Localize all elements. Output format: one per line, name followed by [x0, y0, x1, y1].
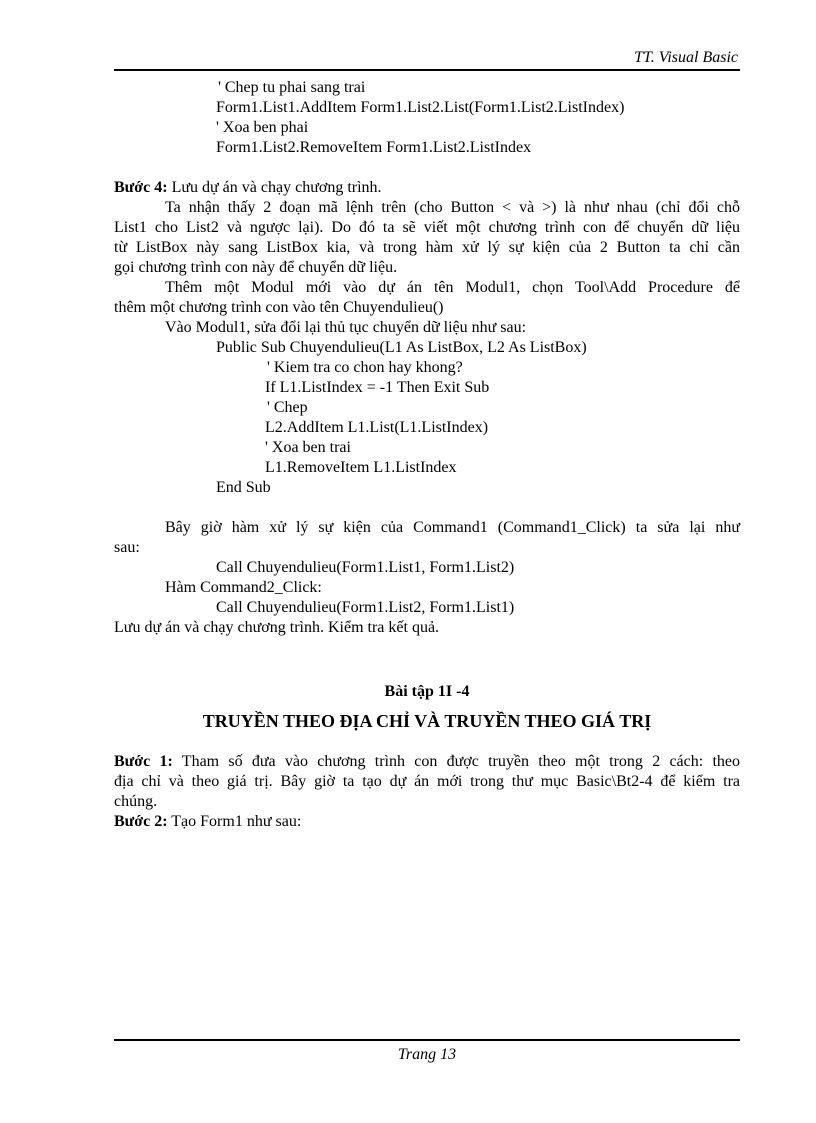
code-line: Call Chuyendulieu(Form1.List2, Form1.List1) — [216, 599, 515, 616]
code-line: ' Chep tu phai sang trai — [218, 79, 366, 96]
paragraph-line: Lưu dự án và chạy chương trình. Kiểm tra kết quả. — [114, 619, 440, 636]
paragraph-line: Ta nhận thấy 2 đoạn mã lệnh trên (cho Button < và >) là như nhau (chỉ đổi chỗ — [165, 199, 740, 216]
page-number: Trang 13 — [397, 1046, 457, 1063]
paragraph-line: List1 cho List2 và ngược lại). Do đó ta sẽ viết một chương trình con để chuyển dữ liệu — [114, 219, 740, 236]
code-line: L2.AddItem L1.List(L1.ListIndex) — [265, 419, 489, 436]
page-header-title: TT. Visual Basic — [634, 49, 738, 66]
code-line: Form1.List1.AddItem Form1.List2.List(Form1.List2.ListIndex) — [216, 99, 625, 116]
code-line: ' Chep — [267, 399, 308, 416]
paragraph-line: chúng. — [114, 793, 158, 810]
paragraph-line: Thêm một Modul mới vào dự án tên Modul1, chọn Tool\Add Procedure để — [165, 279, 740, 296]
code-line: ' Xoa ben phai — [216, 119, 309, 136]
code-line: If L1.ListIndex = -1 Then Exit Sub — [265, 379, 490, 396]
code-line: End Sub — [216, 479, 271, 496]
paragraph-line: địa chỉ và theo giá trị. Bây giờ ta tạo dự án mới trong thư mục Basic\Bt2-4 để kiểm tra — [114, 773, 740, 790]
code-line: Form1.List2.RemoveItem Form1.List2.ListIndex — [216, 139, 532, 156]
code-line: Public Sub Chuyendulieu(L1 As ListBox, L2 As ListBox) — [216, 339, 587, 356]
step-4-text: Lưu dự án và chạy chương trình. — [167, 179, 382, 196]
step-1-text: Tham số đưa vào chương trình con được truyền theo một trong 2 cách: theo — [172, 753, 740, 770]
step-2-label: Bước 2: — [114, 813, 168, 830]
paragraph-line: Hàm Command2_Click: — [165, 579, 322, 596]
header-rule — [114, 69, 740, 71]
paragraph-line: gọi chương trình con này để chuyển dữ liệu. — [114, 259, 398, 276]
code-line: L1.RemoveItem L1.ListIndex — [265, 459, 457, 476]
paragraph-line: Bây giờ hàm xử lý sự kiện của Command1 (Command1_Click) ta sửa lại như — [165, 519, 740, 536]
step-2-text: Tạo Form1 như sau: — [167, 813, 302, 830]
code-line: ' Kiem tra co chon hay khong? — [267, 359, 463, 376]
exercise-title: TRUYỀN THEO ĐỊA CHỈ VÀ TRUYỀN THEO GIÁ TRỊ — [202, 711, 652, 731]
step-2 — [114, 812, 301, 832]
footer-rule — [114, 1039, 740, 1041]
code-line: Call Chuyendulieu(Form1.List1, Form1.List2) — [216, 559, 515, 576]
step-4-label: Bước 4: — [114, 179, 168, 196]
step-1-label: Bước 1: — [114, 753, 173, 770]
paragraph-line: thêm một chương trình con vào tên Chuyendulieu() — [114, 299, 444, 316]
paragraph-line: Vào Modul1, sửa đổi lại thủ tục chuyển dữ liệu như sau: — [165, 319, 527, 336]
paragraph-line: sau: — [114, 539, 140, 556]
paragraph-line: từ ListBox này sang ListBox kia, và trong hàm xử lý sự kiện của 2 Button ta chỉ cần — [114, 239, 740, 256]
code-line: ' Xoa ben trai — [265, 439, 351, 456]
step-1 — [114, 752, 740, 772]
step-4 — [114, 178, 382, 198]
exercise-number: Bài tập 1I -4 — [384, 683, 470, 700]
